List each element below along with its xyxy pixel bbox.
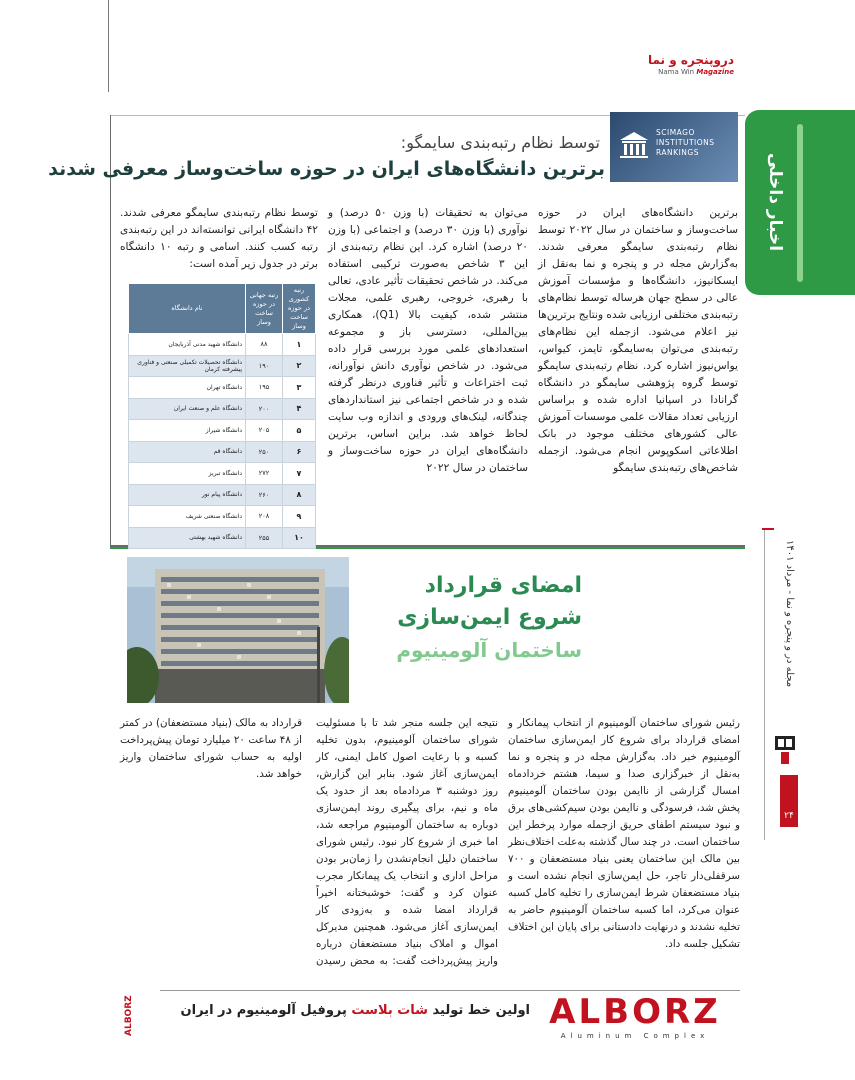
scimago-logo: [610, 112, 738, 182]
header-university-name: نام دانشگاه: [129, 284, 246, 334]
article-column-1: برترین دانشگاه‌های ایران در حوزه ساخت‌وساز و ساختمان در سال ۲۰۲۲ توسط نظام رتبه‌بندی سایمگو معرفی شدند. به‌گزارش مجله در و پنجره و نما به‌نقل از ایسکانیوز، دانشگاه‌ها و مؤسسات آموزش عالی در سطح جهان هرساله توسط نظام‌های رتبه‌بندی مختلفی ارزیابی شده ونتایج برترین‌ها نیز اعلام می‌شود. ازجمله این نظام‌های رتبه‌بندی می‌توان به‌سایمگو، تایمز، کیواس، یواس‌نیوز اشاره کرد. نظام رتبه‌بندی سایمگو توسط گروه پژوهشی سایمگو در دانشگاه گرانادا در اسپانیا اداره شده و براساس ارزیابی تعداد مقالات علمی موسسات آموزش عالی کشورهای مختلف موجود در بانک اطلاعاتی اسکوپوس انجام می‌شود. ازجمله شاخص‌های رتبه‌بندی سایمگو: [538, 207, 738, 474]
article-kicker: توسط نظام رتبه‌بندی سایمگو:: [400, 133, 600, 152]
table-header-row: [129, 284, 316, 334]
table-row: [129, 527, 316, 549]
alborz-wordmark: ALBORZ: [549, 992, 721, 1032]
cell-name: دانشگاه صنعتی شریف: [129, 506, 246, 528]
cell-rank: ۶: [283, 441, 316, 463]
cell-global: ۱۹۵: [246, 377, 283, 399]
cell-name: دانشگاه علم و صنعت ایران: [129, 398, 246, 420]
cell-rank: ۵: [283, 420, 316, 442]
section-tab-label: اخبار داخلی: [765, 153, 785, 252]
cell-global: ۸۸: [246, 334, 283, 356]
section-tab: [745, 110, 855, 295]
article-headline: برترین دانشگاه‌های ایران در حوزه ساخت‌وساز معرفی شدند: [48, 158, 605, 180]
cell-name: دانشگاه تحصیلات تکمیلی صنعتی و فناوری پیشرفته کرمان: [129, 355, 246, 377]
article2-headline-line1: امضای قرارداد: [424, 573, 582, 598]
scimago-logo-text: SCIMAGO INSTITUTIONS RANKINGS: [656, 128, 715, 157]
ad-slogan-part2: پروفیل آلومینیوم در ایران: [180, 1003, 347, 1018]
cell-global: ۲۶۰: [246, 484, 283, 506]
cell-global: ۱۹۰: [246, 355, 283, 377]
issue-info: مجله در و پنجره و نما - مرداد ۱۴۰۱: [784, 540, 795, 688]
institution-icon: [618, 130, 650, 160]
cell-rank: ۱۰: [283, 527, 316, 549]
logo-subtitle: Nama Win Magazine: [658, 68, 734, 76]
strip-divider: [764, 530, 765, 840]
window-icon: [772, 730, 798, 770]
cell-name: دانشگاه قم: [129, 441, 246, 463]
cell-rank: ۱: [283, 334, 316, 356]
cell-name: دانشگاه شهید مدنی آذربایجان: [129, 334, 246, 356]
cell-global: ۲۰۸: [246, 506, 283, 528]
ranking-table: [128, 283, 316, 549]
cell-rank: ۹: [283, 506, 316, 528]
article-column-2: می‌توان به تحقیقات (با وزن ۵۰ درصد) و نوآوری (با وزن ۳۰ درصد) و اجتماعی (با وزن ۲۰ درصد) اشاره کرد. این نظام رتبه‌بندی از این ۳ شاخص به‌صورت ترکیبی استفاده می‌کند. در شاخص تحقیقات تأثیر عادی، تعالی با رهبری، خروجی، رهبری علمی، مجلات منتشر شده، کیفیت بالا (Q1)، همکاری بین‌المللی، دسترسی باز و مجموعه استعدادهای علمی مورد بررسی قرار داده می‌شود. در شاخص نوآوری دانش نوآورانه، ثبت اختراعات و تأثیر فناوری درنظر گرفته شده و در شاخص اجتماعی نیز استانداردهای چندگانه، لینک‌های ورودی و اندازه وب سایت لحاظ خواهد شد. براین اساس، برترین دانشگاه‌های ایران در حوزه ساخت‌وساز و ساختمان در سال ۲۰۲۲: [328, 207, 529, 474]
alborz-logo: [540, 994, 730, 1044]
ad-divider: [160, 990, 740, 991]
cell-global: ۲۵۵: [246, 527, 283, 549]
table-row: [129, 334, 316, 356]
table-row: [129, 441, 316, 463]
article2-column-2: نتیجه این جلسه منجر شد تا با مسئولیت شورای ساختمان آلومینیوم، بدون تخلیه کسبه و با رعایت اصول کامل ایمنی، کار ایمن‌سازی آغاز شود. بنابر این گزارش، روز دوشنبه ۳ مردادماه بعد از حدود یک ماه و نیم، برای پیگیری روند ایمن‌سازی دوباره به ساختمان آلومینیوم مراجعه شد، اما خبری از شروع کار نبود. رئیس شورای ساختمان دلیل انجام‌نشدن را زمان‌بر بودن مراحل اداری و انتخاب یک پیمانکار مجرب عنوان کرد و گفت: خوشبختانه اخیراً قرارداد امضا شده و به‌زودی کار ایمن‌سازی آغاز می‌شود. همچنین مدیرکل اموال و املاک بنیاد مستضعفان درباره واریز پیش‌پرداخت گفت: به محض رسیدن قرارداد به مالک (بنیاد مستضعفان) در کمتر از ۴۸ ساعت ۲۰ میلیارد تومان پیش‌پرداخت اولیه به حساب شورای ساختمان واریز خواهد شد.: [120, 717, 498, 967]
article2-headline: [352, 570, 582, 666]
cell-name: دانشگاه پیام نور: [129, 484, 246, 506]
cell-rank: ۷: [283, 463, 316, 485]
alborz-tagline: Aluminum Complex: [560, 1032, 710, 1040]
top-divider: [108, 0, 109, 92]
cell-global: ۲۵۰: [246, 441, 283, 463]
table-row: [129, 506, 316, 528]
table-row: [129, 420, 316, 442]
ad-slogan-part1: اولین خط تولید: [432, 1003, 530, 1018]
cell-global: ۲۰۰: [246, 398, 283, 420]
building-photo: [127, 557, 349, 703]
cell-name: دانشگاه تبریز: [129, 463, 246, 485]
table-row: [129, 355, 316, 377]
cell-name: دانشگاه شیراز: [129, 420, 246, 442]
article2-column-2-wrapper: [120, 715, 498, 973]
cell-rank: ۲: [283, 355, 316, 377]
alborz-vertical-brand: ALBORZ: [124, 995, 134, 1037]
cell-name: دانشگاه شهید بهشتی: [129, 527, 246, 549]
table-row: [129, 377, 316, 399]
table-row: [129, 398, 316, 420]
article2-headline-line3: ساختمان آلومینیوم: [396, 638, 582, 662]
cell-name: دانشگاه تهران: [129, 377, 246, 399]
ad-slogan: [170, 1003, 530, 1018]
cell-rank: ۸: [283, 484, 316, 506]
article2-column-1: رئیس شورای ساختمان آلومینیوم از انتخاب پیمانکار و امضای قرارداد برای شروع کار ایمن‌سازی ساختمان آلومینیوم خبر داد. به‌گزارش مجله در و پنجره و نما به‌نقل از خبرگزاری صدا و سیما، هشتم خردادماه امسال گزارشی از ناایمن بودن ساختمان آلومینیوم پخش شد، فرسودگی و ناایمن بودن سیم‌کشی‌های برق و نبود سیستم اطفای حریق ازجمله موارد پرخطر این ساختمان است. در چند سال گذشته به‌علت اختلاف‌نظر بین مالک این ساختمان یعنی بنیاد مستضعفان و ۷۰۰ سرقفلی‌دار تاجر، حل ایمن‌سازی انجام نشده است و بنیاد مستضعفان شرط ایمن‌سازی را تخلیه کامل کسبه عنوان می‌کرد، اما کسبه ساختمان آلومینیوم حاضر به تخلیه نشدند و درنهایت دادستانی برای پایان این اختلاف تشکیل جلسه داد.: [508, 717, 740, 950]
magazine-logo: [642, 53, 734, 83]
logo-title: دروپنجره و نما: [648, 53, 734, 67]
cell-rank: ۳: [283, 377, 316, 399]
article-column-3: توسط نظام رتبه‌بندی سایمگو معرفی شدند. ۴۲ دانشگاه ایرانی توانسته‌اند در این رتبه‌بندی رتبه کسب کنند. اسامی و رتبه ۱۰ دانشگاه برتر در جدول زیر آمده است:: [120, 207, 319, 270]
header-national-rank: رتبه کشوری در حوزه ساخت وساز: [283, 284, 316, 334]
cell-global: ۲۰۵: [246, 420, 283, 442]
page-number: ۲۴: [780, 775, 798, 827]
article2-headline-line2: شروع ایمن‌سازی: [397, 605, 582, 630]
cell-rank: ۴: [283, 398, 316, 420]
cell-global: ۲۷۲: [246, 463, 283, 485]
ad-slogan-highlight: شات بلاست: [351, 1003, 428, 1018]
table-row: [129, 463, 316, 485]
header-global-rank: رتبه جهانی در حوزه ساخت وساز: [246, 284, 283, 334]
section-tab-bar: [797, 124, 803, 282]
table-row: [129, 484, 316, 506]
